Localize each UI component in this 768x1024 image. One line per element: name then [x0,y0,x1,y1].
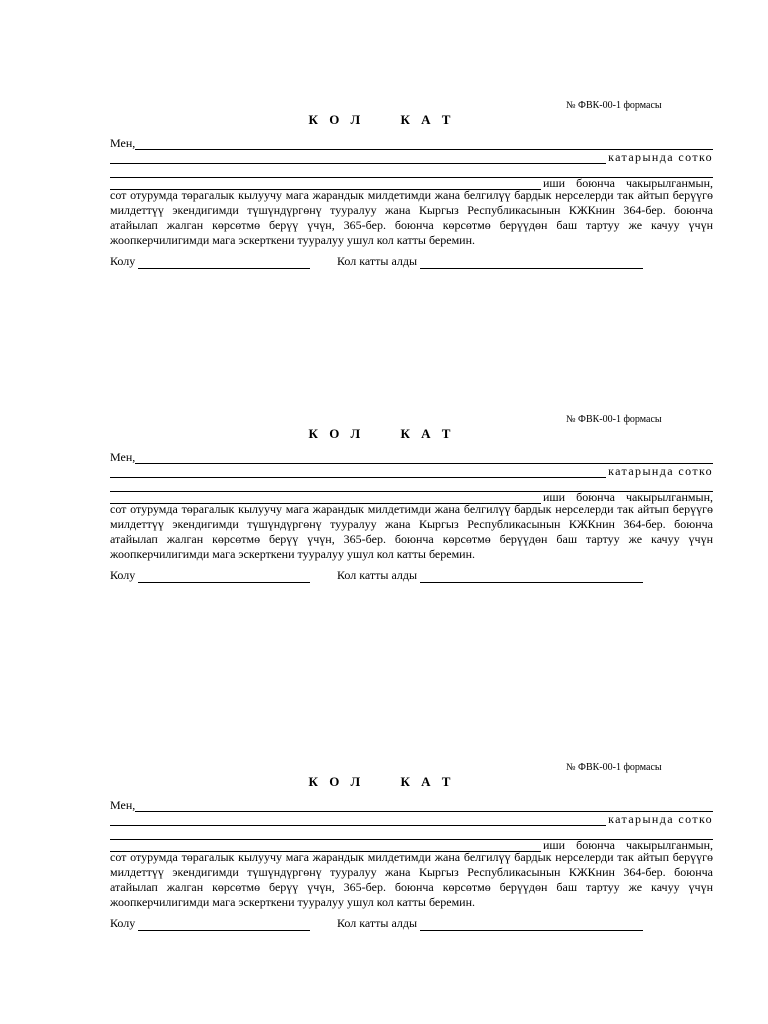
role-line [110,812,713,826]
case-tail: иши боюнча чакырылганмын, [543,490,713,504]
signature-row [110,254,713,270]
name-label: Мен, [110,798,136,812]
received-field[interactable] [420,918,643,931]
name-label: Мен, [110,450,136,464]
received-label: Кол катты алды [337,568,418,582]
signature-block [110,254,310,269]
form-number: № ФВК-00-1 формасы [566,762,662,773]
obligation-paragraph: сот отурумда төрагалык кылуучу мага жарандык милдетимди жана белгилүү бардык нерселерди так айтып берүүгө милдеттүү экендигимди түшүндүргөнү тууралуу жана Кыргыз Республикасынын КЖКнин 364-бер. боюнча атайылап жалган көрсөтмө берүү үчүн, 365-бер. боюнча көрсөтмө берүүдөн баш тартуу же качуу үчүн жоопкерчилигимди мага эскерткени тууралуу ушул кол катты беремин. [110,188,713,247]
signature-block [110,916,310,931]
name-line [110,450,713,464]
signature-block [110,568,310,583]
signature-label: Колу [110,568,136,582]
signature-field[interactable] [138,570,310,583]
role-field[interactable] [110,814,606,826]
received-field[interactable] [420,570,643,583]
name-line [110,136,713,150]
form-title: К О Л К А Т [308,112,455,127]
signature-field[interactable] [138,256,310,269]
obligation-paragraph: сот отурумда төрагалык кылуучу мага жарандык милдетимди жана белгилүү бардык нерселерди так айтып берүүгө милдеттүү экендигимди түшүндүргөнү тууралуу жана Кыргыз Республикасынын КЖКнин 364-бер. боюнча атайылап жалган көрсөтмө берүү үчүн, 365-бер. боюнча көрсөтмө берүүдөн баш тартуу же качуу үчүн жоопкерчилигимди мага эскерткени тууралуу ушул кол катты беремин. [110,850,713,909]
received-block [337,568,643,583]
role-tail: катарында сотко [608,812,713,826]
received-field[interactable] [420,256,643,269]
role-field[interactable] [110,466,606,478]
signature-label: Колу [110,916,136,930]
case-tail: иши боюнча чакырылганмын, [543,176,713,190]
received-block [337,254,643,269]
signature-field[interactable] [138,918,310,931]
signature-row [110,916,713,932]
name-label: Мен, [110,136,136,150]
form-number: № ФВК-00-1 формасы [566,100,662,111]
obligation-paragraph: сот отурумда төрагалык кылуучу мага жарандык милдетимди жана белгилүү бардык нерселерди так айтып берүүгө милдеттүү экендигимди түшүндүргөнү тууралуу жана Кыргыз Республикасынын КЖКнин 364-бер. боюнча атайылап жалган көрсөтмө берүү үчүн, 365-бер. боюнча көрсөтмө берүүдөн баш тартуу же качуу үчүн жоопкерчилигимди мага эскерткени тууралуу ушул кол катты беремин. [110,502,713,561]
received-label: Кол катты алды [337,916,418,930]
receipt-form-2 [110,414,713,604]
name-field[interactable] [135,452,713,464]
name-field[interactable] [135,800,713,812]
received-label: Кол катты алды [337,254,418,268]
name-line [110,798,713,812]
role-tail: катарында сотко [608,150,713,164]
case-tail: иши боюнча чакырылганмын, [543,838,713,852]
signature-label: Колу [110,254,136,268]
received-block [337,916,643,931]
role-line [110,150,713,164]
name-field[interactable] [135,138,713,150]
form-number: № ФВК-00-1 формасы [566,414,662,425]
receipt-form-3 [110,762,713,952]
role-field[interactable] [110,152,606,164]
role-tail: катарында сотко [608,464,713,478]
role-line [110,464,713,478]
receipt-form-1 [110,100,713,290]
signature-row [110,568,713,584]
form-title: К О Л К А Т [308,774,455,789]
form-title: К О Л К А Т [308,426,455,441]
